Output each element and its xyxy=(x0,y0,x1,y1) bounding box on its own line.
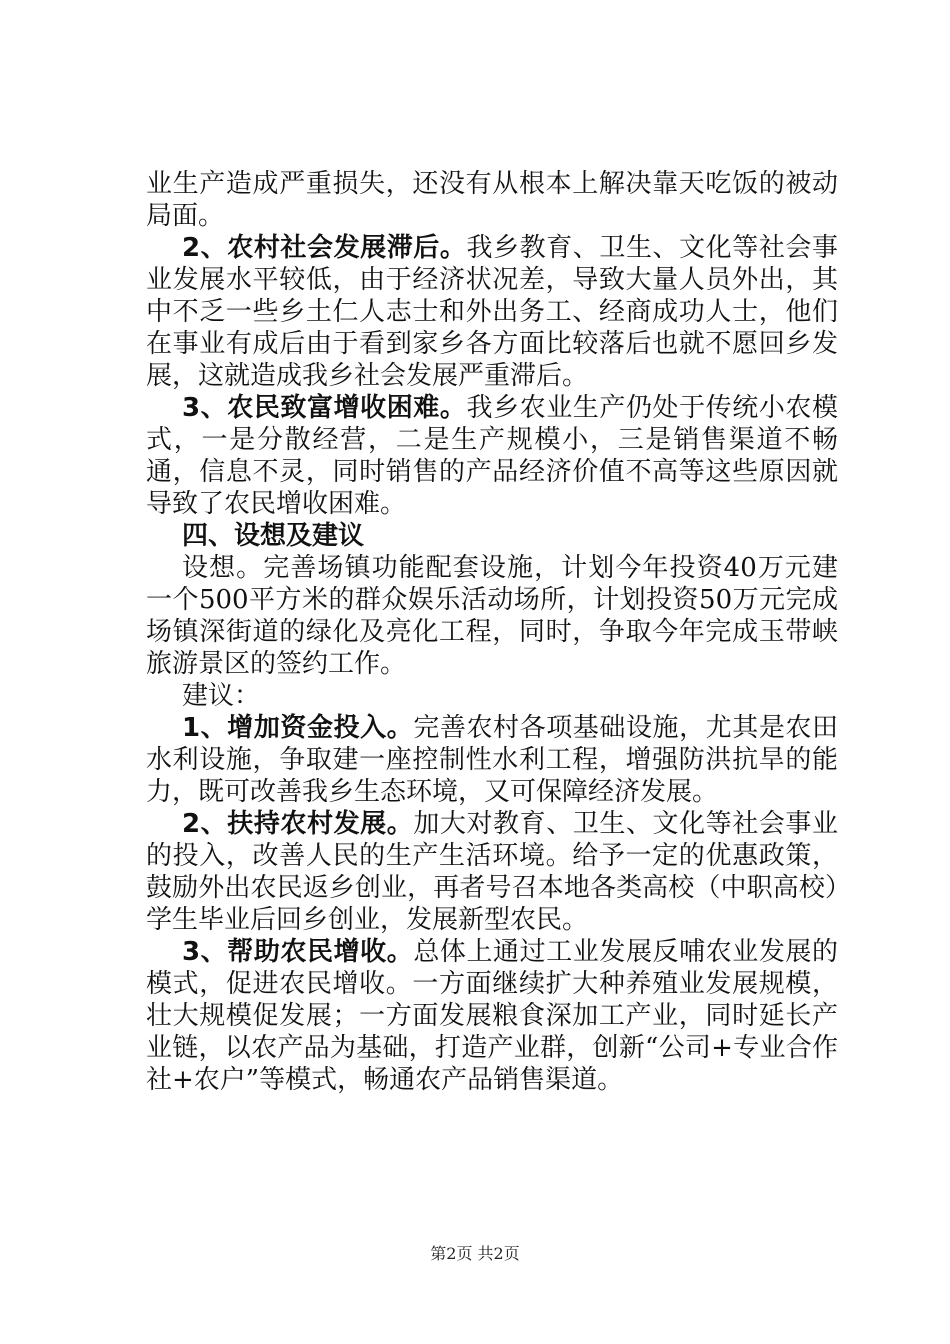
paragraph-text: 建议： xyxy=(182,681,261,711)
paragraph-suggestion-1 xyxy=(146,712,838,808)
paragraph-lead: 3、帮助农民增收。 xyxy=(182,937,414,967)
paragraph-text: 业生产造成严重损失，还没有从根本上解决靠天吃饭的被动局面。 xyxy=(146,169,838,231)
paragraph-lead: 2、扶持农村发展。 xyxy=(182,809,414,839)
paragraph-text: 设想。完善场镇功能配套设施，计划今年投资40万元建一个500平方米的群众娱乐活动场所，计划投资50万元完成场镇深街道的绿化及亮化工程，同时，争取今年完成玉带峡旅游景区的签约工作。 xyxy=(146,553,838,679)
paragraph-rural-society xyxy=(146,232,838,392)
paragraph-lead: 2、农村社会发展滞后。 xyxy=(182,233,467,263)
paragraph-text: 完善农村各项基础设施，尤其是农田水利设施，争取建一座控制性水利工程，增强防洪抗旱的能力，既可改善我乡生态环境，又可保障经济发展。 xyxy=(146,713,838,807)
page-number-footer: 第2页 共2页 xyxy=(430,1244,520,1263)
paragraph-suggestion-2 xyxy=(146,808,838,936)
paragraph-suggestion-3 xyxy=(146,936,838,1096)
paragraph-text: 总体上通过工业发展反哺农业发展的模式，促进农民增收。一方面继续扩大种养殖业发展规模，壮大规模促发展；一方面发展粮食深加工产业，同时延长产业链，以农产品为基础，打造产业群，创新“公司+专业合作社+农户”等模式，畅通农产品销售渠道。 xyxy=(146,937,838,1095)
paragraph-suggestion-label xyxy=(146,680,838,712)
paragraph-text: 我乡农业生产仍处于传统小农模式，一是分散经营，二是生产规模小，三是销售渠道不畅通，信息不灵，同时销售的产品经济价值不高等这些原因就导致了农民增收困难。 xyxy=(146,393,838,519)
paragraph-farmer-income xyxy=(146,392,838,520)
section-heading: 四、设想及建议 xyxy=(182,521,365,551)
paragraph-text: 我乡教育、卫生、文化等社会事业发展水平较低，由于经济状况差，导致大量人员外出，其中不乏一些乡土仁人志士和外出务工、经商成功人士，他们在事业有成后由于看到家乡各方面比较落后也就不愿回乡发展，这就造成我乡社会发展严重滞后。 xyxy=(146,233,838,391)
paragraph-plan xyxy=(146,552,838,680)
paragraph-text: 加大对教育、卫生、文化等社会事业的投入，改善人民的生产生活环境。给予一定的优惠政策，鼓励外出农民返乡创业，再者号召本地各类高校（中职高校）学生毕业后回乡创业，发展新型农民。 xyxy=(146,809,838,935)
paragraph-lead: 1、增加资金投入。 xyxy=(182,713,414,743)
document-body xyxy=(146,168,838,1096)
paragraph-lead: 3、农民致富增收困难。 xyxy=(182,393,467,423)
paragraph-continuation xyxy=(146,168,838,232)
